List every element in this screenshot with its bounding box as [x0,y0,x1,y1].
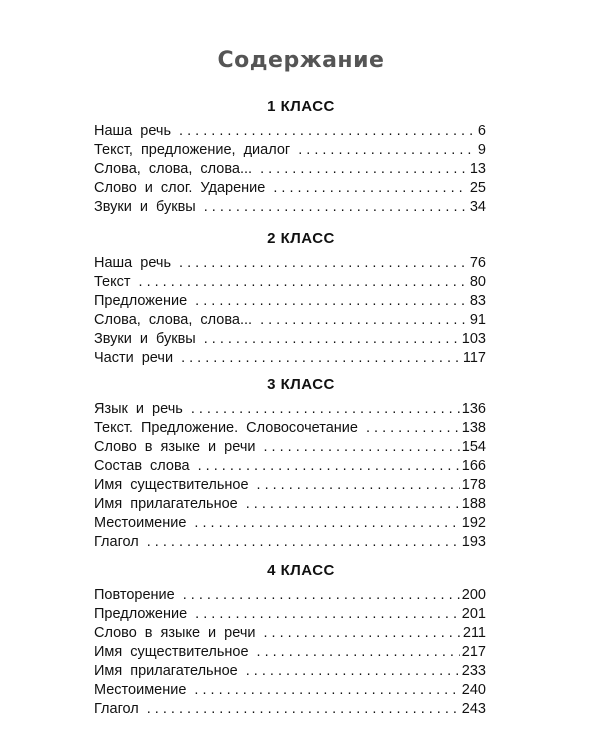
toc-entry-page-number: 200 [461,587,486,603]
toc-entry-label: Текст. Предложение. Словосочетание [94,420,358,436]
dot-leader [246,495,460,514]
dot-leader [179,254,468,273]
toc-entry-label: Текст [94,274,131,290]
section-heading: 2 КЛАСС [267,230,335,247]
toc-entry[interactable] [94,419,486,438]
toc-entry-page-number: 91 [469,312,486,328]
toc-entry-page-number: 136 [461,401,486,417]
toc-entry-page-number: 6 [477,123,486,139]
toc-entry-page-number: 13 [469,161,486,177]
dot-leader [139,273,468,292]
dot-leader [263,438,459,457]
dot-leader [147,700,460,719]
dot-leader [181,349,461,368]
toc-entry[interactable] [94,160,486,179]
toc-entry-page-number: 240 [461,682,486,698]
toc-entry[interactable] [94,179,486,198]
toc-entry[interactable] [94,624,486,643]
toc-entry-label: Повторение [94,587,175,603]
toc-entry-label: Имя существительное [94,477,249,493]
toc-entry[interactable] [94,198,486,217]
toc-entry[interactable] [94,349,486,368]
page-title: Содержание [217,48,385,73]
toc-entry-page-number: 193 [461,534,486,550]
dot-leader [257,476,460,495]
dot-leader [246,662,460,681]
toc-entry[interactable] [94,514,486,533]
dot-leader [198,457,460,476]
section-heading: 1 КЛАСС [267,98,335,115]
dot-leader [179,122,476,141]
toc-section [94,96,486,217]
toc-entry-page-number: 243 [461,701,486,717]
toc-entry-page-number: 76 [469,255,486,271]
toc-entry-page-number: 138 [461,420,486,436]
toc-entry-page-number: 34 [469,199,486,215]
toc-entry-page-number: 154 [461,439,486,455]
toc-entry-label: Слово в языке и речи [94,439,256,455]
toc-entry-page-number: 211 [462,625,486,641]
toc-entry[interactable] [94,700,486,719]
dot-leader [183,586,460,605]
toc-entry[interactable] [94,122,486,141]
toc-entry-label: Глагол [94,701,139,717]
toc-entry-page-number: 192 [461,515,486,531]
toc-entry-label: Текст, предложение, диалог [94,142,291,158]
toc-section [94,374,486,552]
toc-entry-page-number: 25 [469,180,486,196]
toc-entry-label: Слова, слова, слова... [94,312,253,328]
dot-leader [257,643,460,662]
toc-entry-label: Имя существительное [94,644,249,660]
dot-leader [260,311,468,330]
toc-entry-label: Слово и слог. Ударение [94,180,266,196]
toc-entry-label: Местоимение [94,682,187,698]
table-of-contents [94,44,486,78]
toc-entry-page-number: 233 [461,663,486,679]
toc-entry[interactable] [94,141,486,160]
toc-entry-label: Местоимение [94,515,187,531]
toc-entry[interactable] [94,586,486,605]
toc-entry[interactable] [94,457,486,476]
toc-entry[interactable] [94,495,486,514]
toc-entry[interactable] [94,273,486,292]
toc-entry-label: Звуки и буквы [94,199,196,215]
toc-section [94,228,486,368]
toc-entry-label: Наша речь [94,255,172,271]
toc-entry-page-number: 103 [461,331,486,347]
toc-entry-page-number: 83 [469,293,486,309]
toc-entry[interactable] [94,330,486,349]
toc-entry-page-number: 80 [469,274,486,290]
toc-entry-page-number: 201 [461,606,486,622]
dot-leader [191,400,460,419]
toc-entry-label: Наша речь [94,123,172,139]
dot-leader [194,681,459,700]
toc-entry-label: Слова, слова, слова... [94,161,253,177]
dot-leader [273,179,468,198]
toc-entry[interactable] [94,400,486,419]
section-heading: 3 КЛАСС [267,376,335,393]
dot-leader [263,624,460,643]
toc-entry[interactable] [94,605,486,624]
toc-entry-label: Предложение [94,293,188,309]
toc-entry-label: Глагол [94,534,139,550]
toc-entry-page-number: 117 [462,350,486,366]
dot-leader [147,533,460,552]
dot-leader [204,198,468,217]
toc-entry[interactable] [94,254,486,273]
toc-entry-page-number: 9 [477,142,486,158]
section-heading: 4 КЛАСС [267,562,335,579]
toc-entry-label: Звуки и буквы [94,331,196,347]
toc-entry[interactable] [94,643,486,662]
toc-entry[interactable] [94,681,486,700]
dot-leader [195,605,460,624]
toc-entry[interactable] [94,476,486,495]
toc-entry[interactable] [94,438,486,457]
toc-entry-label: Слово в языке и речи [94,625,256,641]
toc-entry-label: Язык и речь [94,401,183,417]
dot-leader [260,160,468,179]
dot-leader [195,292,468,311]
toc-section [94,560,486,719]
dot-leader [194,514,459,533]
toc-entry-label: Части речи [94,350,174,366]
toc-entry[interactable] [94,292,486,311]
toc-entry-label: Состав слова [94,458,190,474]
toc-entry-label: Предложение [94,606,188,622]
toc-entry-label: Имя прилагательное [94,496,238,512]
toc-entry-page-number: 178 [461,477,486,493]
toc-entry-page-number: 166 [461,458,486,474]
dot-leader [204,330,460,349]
toc-entry-page-number: 188 [461,496,486,512]
toc-entry-label: Имя прилагательное [94,663,238,679]
toc-entry[interactable] [94,311,486,330]
toc-entry[interactable] [94,662,486,681]
dot-leader [298,141,476,160]
dot-leader [366,419,460,438]
toc-entry-page-number: 217 [461,644,486,660]
toc-entry[interactable] [94,533,486,552]
